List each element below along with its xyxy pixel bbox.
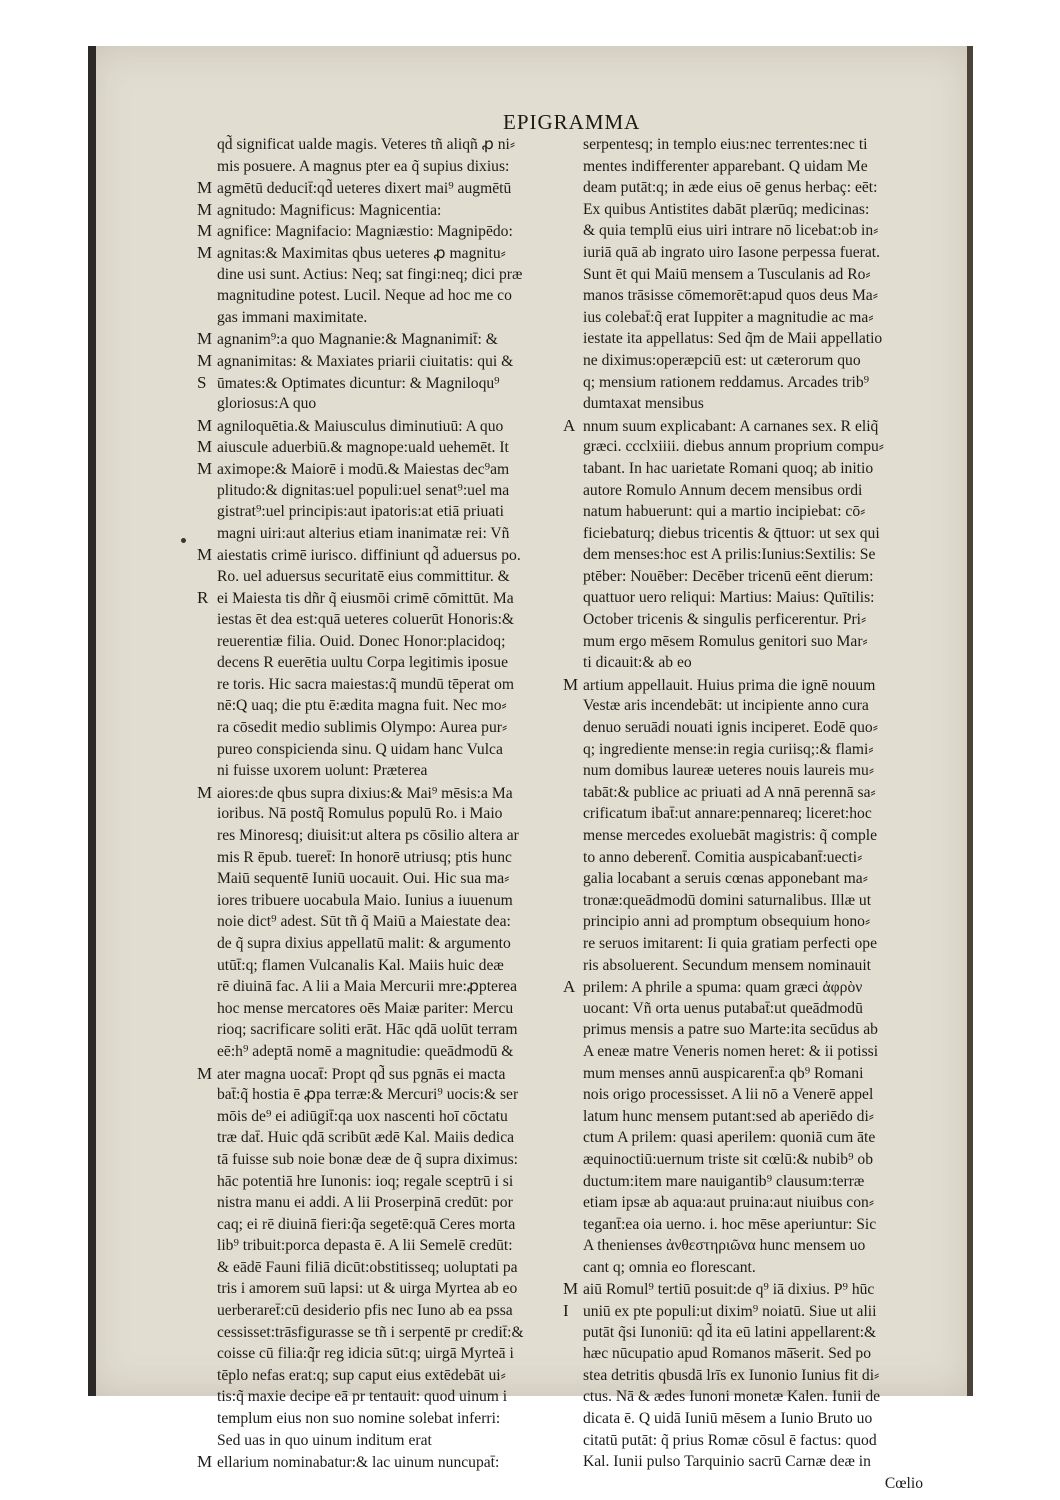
line-text: nistra manu ei addi. A lii Proserpinā credūt: por [217, 1194, 513, 1212]
line-text: ptēber: Nouēber: Decēber tricenū eēnt dierum: [583, 567, 874, 585]
text-line [563, 911, 923, 933]
line-text: tabant. In hac uarietate Romani quoq; ab initio [583, 459, 874, 477]
text-line [563, 1171, 923, 1193]
text-line [197, 933, 547, 955]
line-text: denuo seruādi nouati ignis inciperet. Eodē quo⸗ [583, 719, 878, 737]
marginal-initial: M [197, 329, 213, 349]
text-line [563, 998, 923, 1020]
text-line [563, 890, 923, 912]
line-text: putāt q̃si Iunoniū: qd̃ ita eū latini appellarent:& [583, 1323, 877, 1341]
text-line [563, 1063, 923, 1085]
line-text: latum hunc mensem putant:sed ab aperiēdo di⸗ [583, 1107, 874, 1125]
line-text: ūmates:& Optimates dicuntur: & Magniloqu⁹ [217, 374, 500, 392]
text-line [197, 1322, 547, 1344]
line-text: eē:h⁹ adeptā nomē a magnitudie: queādmodū & [217, 1042, 514, 1060]
line-text: num domibus laureæ ueteres nouis laureis mu⸗ [583, 762, 875, 780]
left-column [197, 134, 547, 1473]
line-text: mense mercedes exoluebāt magistris: q̃ comple [583, 827, 878, 844]
text-line [197, 609, 547, 631]
marginal-initial: M [197, 545, 213, 565]
text-line [197, 1149, 547, 1171]
text-line [197, 868, 547, 890]
line-text: rioq; sacrificare soliti erāt. Hāc qdā uolūt terram [217, 1021, 518, 1039]
line-text: templum eius non suo nomine solebat inferri: [217, 1410, 501, 1428]
line-text: q; ingrediente mense:in regia curiisq;:& flami⸗ [583, 740, 874, 758]
text-line [563, 652, 923, 674]
marginal-initial: S [197, 372, 207, 392]
line-text: uerberaret̄:cū desiderio pfis nec Iuno ab ea pssa [217, 1302, 513, 1320]
text-line [563, 1084, 923, 1106]
text-line [563, 436, 923, 458]
text-line [563, 307, 923, 329]
line-text: plitudo:& dignitas:uel populi:uel senat⁹:uel ma [217, 481, 510, 499]
line-text: gas immani maximitate. [217, 308, 368, 326]
line-text: October tricenis & singulis perficerentur. Pri⸗ [583, 611, 867, 629]
line-text: tronæ:queādmodū domini saturnalibus. Illæ ut [583, 891, 872, 909]
text-line [563, 609, 923, 631]
text-line [197, 1106, 547, 1128]
text-line [197, 674, 547, 696]
line-text: autore Romulo Annum decem mensibus ordi [583, 481, 863, 499]
line-text: Ro. uel aduersus securitatē eius committitur. & [217, 567, 510, 585]
line-text: iuriā quā ab ingrato uiro Iasone perpessa fuerat. [583, 243, 881, 261]
text-line [197, 1343, 547, 1365]
line-text: hæc nūcupatio apud Romanos mā̄serit. Sed po [583, 1345, 872, 1363]
line-text: tris i amorem suū lapsi: ut & uirga Myrtea ab eo [217, 1280, 518, 1298]
text-line [197, 1127, 547, 1149]
line-text: ti dicauit:& ab eo [583, 654, 692, 672]
text-line [563, 501, 923, 523]
text-line [563, 868, 923, 890]
text-line [197, 372, 547, 394]
line-text: serpentesq; in templo eius:nec terrentes:nec ti [583, 136, 868, 153]
line-text: mōis de⁹ ei adiūgit̄:qa uox nascenti hoī cōctatu [217, 1107, 508, 1125]
text-line [563, 242, 923, 264]
marginal-initial: M [197, 221, 213, 241]
text-line [563, 782, 923, 804]
line-text: nnum suum explicabant: A carnanes sex. R eliq̃ [583, 417, 879, 435]
text-line [563, 955, 923, 977]
line-text: agnanim⁹:a quo Magnanie:& Magnanimit̄: & [217, 331, 498, 349]
line-text: agnitudo: Magnificus: Magnicentia: [217, 201, 442, 219]
line-text: tā fuisse sub noie bonæ deæ de q̃ supra diximus: [217, 1150, 519, 1168]
text-line [197, 1171, 547, 1193]
line-text: A thenienses ἀνθεστηριῶνα hunc mensem uo [583, 1237, 866, 1255]
line-text: uocant: Vñ orta uenus putabat̄:ut queādmodū [583, 999, 863, 1017]
text-line [563, 1257, 923, 1279]
line-text: de q̃ supra dixius appellatū malit: & argumento [217, 934, 511, 952]
text-line [197, 587, 547, 609]
text-line [563, 566, 923, 588]
text-line [563, 631, 923, 653]
text-line [197, 652, 547, 674]
line-text: dicata ē. Q uidā Iuniū mēsem a Iunio Bruto uo [583, 1410, 873, 1428]
line-text: cant q; omnia eo florescant. [583, 1258, 756, 1276]
line-text: aiuscule aduerbiū.& magnope:uald uehemēt. It [217, 439, 509, 457]
text-line [563, 156, 923, 178]
marginal-initial: M [197, 1452, 213, 1472]
line-text: uniū ex pte populi:ut dixim⁹ noiatū. Siue ut alii [583, 1303, 877, 1321]
text-line [563, 587, 923, 609]
line-text: æquinoctiū:uernum triste sit cœlū:& nubib⁹ ob [583, 1150, 873, 1168]
line-text: prilem: A phrile a spuma: quam græci ἀφρὸν [583, 979, 863, 997]
line-text: nois origo processisset. A lii nō a Venerē appel [583, 1086, 874, 1104]
line-text: utūt̄:q; flamen Vulcanalis Kal. Maiis huic deæ [217, 956, 504, 974]
text-line [197, 1278, 547, 1300]
text-line [563, 1343, 923, 1365]
text-line [563, 825, 923, 847]
text-line [197, 631, 547, 653]
text-line [197, 847, 547, 869]
line-text: Ex quibus Antistites dabāt plærūq; medicinas: [583, 200, 870, 218]
text-line [197, 890, 547, 912]
line-text: iestas ēt dea est:quā ueteres coluerūt Honoris:& [217, 611, 515, 629]
line-text: aiores:de qbus supra dixius:& Mai⁹ mēsis:a Ma [217, 784, 513, 802]
line-text: ioribus. Nā postq̃ Romulus populū Ro. i Maio [217, 805, 503, 823]
marginal-initial: M [563, 1279, 579, 1299]
text-line [563, 264, 923, 286]
text-line [563, 393, 923, 415]
line-text: cessisset:trāsfigurasse se tñ i serpentē pr credit̄:& [217, 1323, 524, 1341]
text-line [563, 1106, 923, 1128]
text-line [563, 1408, 923, 1430]
line-text: dem menses:hoc est A prilis:Iunius:Sextilis: Se [583, 546, 876, 564]
line-text: Sunt ēt qui Maiū mensem a Tusculanis ad Ro⸗ [583, 265, 871, 283]
text-line [197, 695, 547, 717]
line-text: træ dat̄. Huic qdā scribūt ædē Kal. Maiis dedica [217, 1129, 515, 1147]
line-text: ctus. Nā & ædes Iunoni monetæ Kalen. Iunii de [583, 1388, 881, 1406]
text-line [197, 760, 547, 782]
text-line [197, 458, 547, 480]
marginal-initial: A [563, 415, 576, 435]
marginal-initial: I [563, 1301, 569, 1321]
text-line [197, 1214, 547, 1236]
text-line [563, 933, 923, 955]
line-text: Kal. Iunii pulso Tarquinio sacrū Carnæ deæ in [583, 1453, 871, 1471]
text-line [563, 1235, 923, 1257]
text-line [563, 285, 923, 307]
line-text: ius colebat̄:q̃ erat Iuppiter a magnitudie ac ma⸗ [583, 308, 874, 326]
text-line [197, 1019, 547, 1041]
text-line [563, 1430, 923, 1452]
line-text: re seruos imitarent: Ii quia gratiam perfecti ope [583, 934, 877, 952]
text-line [563, 220, 923, 242]
line-text: reuerentiæ filia. Ouid. Donec Honor:placidoq; [217, 632, 506, 650]
text-line [197, 825, 547, 847]
text-line [197, 156, 547, 178]
line-text: tēplo nefas erat:q; sup caput eius extēdebāt ui⸗ [217, 1366, 506, 1384]
line-text: ris absoluerent. Secundum mensem nominauit [583, 956, 871, 974]
line-text: ra cōsedit medio sublimis Olympo: Aurea pur⸗ [217, 719, 508, 737]
line-text: crificatum ibat̄:ut annare:pennareq; liceret:hoc [583, 805, 872, 823]
line-text: natum habuerunt: qui a martio incipiebat: cō⸗ [583, 503, 866, 521]
line-text: Cœlio [884, 1474, 923, 1492]
line-text: rē diuinā fac. A lii a Maia Mercurii mre:ꝓpterea [217, 978, 518, 996]
line-text: agniloquētia.& Maiusculus diminutiuū: A quo [217, 417, 504, 435]
line-text: A eneæ matre Veneris nomen heret: & ii potissi [583, 1042, 879, 1060]
text-line [563, 1149, 923, 1171]
text-line [197, 1235, 547, 1257]
line-text: & quia templū eius uiri intrare nō licebat:ob in⸗ [583, 222, 879, 240]
text-line [197, 544, 547, 566]
line-text: ater magna uocat̄: Propt qd̃ sus pgnās ei macta [217, 1065, 506, 1083]
marginal-initial: M [197, 782, 213, 802]
marginal-initial: M [197, 1063, 213, 1083]
line-text: principio anni ad promptum obsequium hono⸗ [583, 913, 871, 931]
line-text: ne diximus:operæpciū est: ut cæterorum quo [583, 351, 861, 369]
text-line [197, 955, 547, 977]
line-text: aiestatis crimē iurisco. diffiniunt qd̃ aduersus po. [217, 547, 521, 565]
text-line [197, 1084, 547, 1106]
text-line [197, 501, 547, 523]
text-line [197, 393, 547, 415]
text-line [563, 199, 923, 221]
line-text: coisse cū filia:q̃r reg idicia sūt:q; uirgā Myrteā i [217, 1345, 514, 1363]
marginal-initial: A [563, 977, 576, 997]
text-line [197, 1257, 547, 1279]
line-text: q; mensium rationem reddamus. Arcades trib⁹ [583, 373, 870, 391]
text-line [563, 1192, 923, 1214]
text-line [197, 976, 547, 998]
line-text: to anno deberent̄. Comitia auspicabant̄:uecti⸗ [583, 848, 863, 866]
line-text: gloriosus:A quo [217, 395, 317, 413]
line-text: agnitas:& Maximitas qbus ueteres ꝓ magnitu⸗ [217, 244, 506, 262]
text-line [197, 739, 547, 761]
right-column [563, 134, 923, 1494]
text-line [563, 458, 923, 480]
line-text: quattuor uero reliqui: Martius: Maius: Quītilis: [583, 589, 875, 607]
line-text: iores tribuere uocabula Maio. Iunius a iuuenum [217, 891, 513, 909]
text-line [563, 480, 923, 502]
line-text: ctum A prilem: quasi aperilem: quoniā cum āte [583, 1129, 876, 1147]
line-text: aximope:& Maiorē i modū.& Maiestas dec⁹am [217, 460, 510, 478]
line-text: pureo conspicienda sinu. Q uidam hanc Vulca [217, 740, 503, 758]
line-text: deam putāt:q; in æde eius oē genus herbaç: eēt: [583, 179, 878, 197]
text-line [563, 717, 923, 739]
line-text: mum menses annū auspicarent̄:a qb⁹ Romani [583, 1064, 864, 1082]
line-text: artium appellauit. Huius prima die ignē nouum [583, 676, 876, 694]
text-line [197, 1041, 547, 1063]
line-text: tegant̄:ea oia uerno. i. hoc mēse aperiuntur: Sic [583, 1215, 877, 1233]
line-text: ellarium nominabatur:& lac uinum nuncupat̄: [217, 1454, 500, 1472]
line-text: ni fuisse uxorem uolunt: Præterea [217, 762, 428, 780]
line-text: ei Maiesta tis dñr q̃ eiusmōi crimē cōmittūt. Ma [217, 590, 514, 608]
text-line [197, 523, 547, 545]
line-text: tabāt:& publice ac priuati ad A nnā perennā sa⸗ [583, 783, 876, 801]
marginal-initial: M [197, 199, 213, 219]
text-line [563, 695, 923, 717]
line-text: tis:q̃ maxie decipe eā pr tentauit: quod uinum i [217, 1388, 508, 1406]
text-line [563, 177, 923, 199]
text-line [197, 782, 547, 804]
text-line [197, 220, 547, 242]
text-line [197, 307, 547, 329]
line-text: agnanimitas: & Maxiates priarii ciuitatis: qui & [217, 352, 514, 370]
line-text: ductum:item mare nauigantib⁹ clausum:terræ [583, 1172, 865, 1190]
text-line [563, 1386, 923, 1408]
marginal-initial: M [197, 242, 213, 262]
text-line [563, 372, 923, 394]
marginal-initial: M [197, 458, 213, 478]
line-text: gistrat⁹:uel principis:aut ipatoris:at etiā priuati [217, 503, 504, 521]
line-text: hāc potentiā hre Iunonis: ioq; regale sceptrū i si [217, 1172, 514, 1190]
line-text: agnifice: Magnifacio: Magniæstio: Magnipēdo: [217, 223, 513, 241]
text-line [563, 1278, 923, 1300]
text-line [197, 803, 547, 825]
margin-mark [181, 538, 186, 543]
text-line [197, 1408, 547, 1430]
line-text: decens R euerētia uultu Corpa legitimis iposue [217, 654, 509, 672]
text-line [197, 1386, 547, 1408]
line-text: dumtaxat mensibus [583, 395, 704, 413]
line-text: res Minoresq; diuisit:ut altera ps cōsilio altera ar [217, 827, 519, 844]
line-text: Sed uas in quo uinum inditum erat [217, 1431, 432, 1449]
line-text: etiam ipsæ ab aqua:aut pruina:aut niuibus con⸗ [583, 1194, 875, 1212]
line-text: mum ergo mēsem Romulus genitori suo Mar⸗ [583, 632, 868, 650]
line-text: magni uiri:aut alterius etiam inanimatæ rei: Vñ [217, 524, 510, 542]
running-head: EPIGRAMMA [503, 110, 641, 134]
line-text: iestate ita appellatus: Sed q̃m de Maii appellatio [583, 330, 883, 348]
line-text: mis posuere. A magnus pter ea q̃ supius dixius: [217, 157, 510, 175]
text-line [563, 415, 923, 437]
line-text: & eādē Fauni filiā dicūt:obstitisseq; uoluptati pa [217, 1258, 518, 1276]
line-text: galia locabant a seruis cœnas apponebant ma⸗ [583, 870, 868, 888]
marginal-initial: M [563, 674, 579, 694]
text-line [563, 1451, 923, 1473]
text-line [197, 911, 547, 933]
text-line [563, 760, 923, 782]
text-line [197, 1300, 547, 1322]
text-line [563, 739, 923, 761]
line-text: Vestæ aris incendebāt: ut incipiente anno cura [583, 697, 869, 715]
text-line [197, 199, 547, 221]
line-text: Maiū sequentē Iuniū uocauit. Oui. Hic sua ma⸗ [217, 870, 510, 888]
text-line [197, 350, 547, 372]
marginal-initial: M [197, 350, 213, 370]
text-line [563, 544, 923, 566]
text-line [563, 1322, 923, 1344]
text-line [563, 1041, 923, 1063]
text-line [563, 1127, 923, 1149]
text-line [197, 328, 547, 350]
text-line [197, 998, 547, 1020]
text-line [197, 1365, 547, 1387]
line-text: bat̄:q̃ hostia ē ꝓpa terræ:& Mercuri⁹ uocis:& ser [217, 1086, 519, 1104]
text-line [197, 285, 547, 307]
line-text: noie dict⁹ adest. Sūt tñ q̃ Maiū a Maiestate dea: [217, 913, 511, 931]
text-line [563, 674, 923, 696]
text-line [197, 415, 547, 437]
text-line [563, 1473, 923, 1495]
text-line [197, 177, 547, 199]
text-line [563, 350, 923, 372]
line-text: re toris. Hic sacra maiestas:q̃ mundū tēperat om [217, 675, 515, 693]
text-line [563, 976, 923, 998]
line-text: aiū Romul⁹ tertiū posuit:de q⁹ iā dixius. P⁹ hūc [583, 1281, 875, 1299]
text-line [563, 847, 923, 869]
text-line [197, 1451, 547, 1473]
line-text: manos trāsisse cōmemorēt:apud quos deus Ma⸗ [583, 287, 878, 305]
line-text: citatū putāt: q̃ prius Romæ cōsul ē factus: quod [583, 1431, 877, 1449]
text-line [197, 717, 547, 739]
text-line [563, 1365, 923, 1387]
text-line [563, 134, 923, 156]
line-text: mentes indifferenter apparebant. Q uidam Me [583, 157, 868, 175]
line-text: nē:Q uaq; die ptu ē:ædita magna fuit. Nec mo⸗ [217, 697, 507, 715]
line-text: dine usi sunt. Actius: Neq; sat fingi:neq; dici præ [217, 265, 523, 283]
text-line [563, 328, 923, 350]
line-text: hoc mense mercatores oēs Maiæ pariter: Mercu [217, 999, 514, 1017]
line-text: stea detritis qbusdā lrīs ex Iunonio Iunius fit di⸗ [583, 1366, 880, 1384]
text-line [197, 566, 547, 588]
text-line [563, 803, 923, 825]
text-line [197, 134, 547, 156]
text-line [563, 1300, 923, 1322]
line-text: caq; ei rē diuinā fieri:q̃a segetē:quā Ceres morta [217, 1215, 516, 1233]
text-line [197, 436, 547, 458]
text-line [197, 264, 547, 286]
marginal-initial: M [197, 437, 213, 457]
text-line [563, 523, 923, 545]
text-line [563, 1019, 923, 1041]
marginal-initial: M [197, 178, 213, 198]
text-line [197, 1063, 547, 1085]
text-line [197, 242, 547, 264]
text-line [197, 480, 547, 502]
text-line [197, 1430, 547, 1452]
line-text: ficiebaturq; diebus tricentis & q̄ttuor: ut sex qui [583, 524, 880, 542]
line-text: mis R ēpub. tueret̄: In honorē utriusq; ptis hunc [217, 848, 512, 866]
text-line [197, 1192, 547, 1214]
line-text: agmētū deducit̄:qd̃ ueteres dixert mai⁹ augmētū [217, 180, 512, 198]
line-text: lib⁹ tribuit:porca depasta ē. A lii Semelē credūt: [217, 1237, 513, 1255]
text-line [563, 1214, 923, 1236]
marginal-initial: M [197, 415, 213, 435]
line-text: magnitudine potest. Lucil. Neque ad hoc me co [217, 287, 512, 305]
marginal-initial: R [197, 588, 209, 608]
line-text: qd̃ significat ualde magis. Veteres tñ aliqñ ꝓ ni⸗ [217, 136, 516, 153]
line-text: græci. ccclxiiii. diebus annum proprium compu⸗ [583, 438, 884, 456]
line-text: primus mensis a patre suo Marte:ita secūdus ab [583, 1021, 878, 1039]
